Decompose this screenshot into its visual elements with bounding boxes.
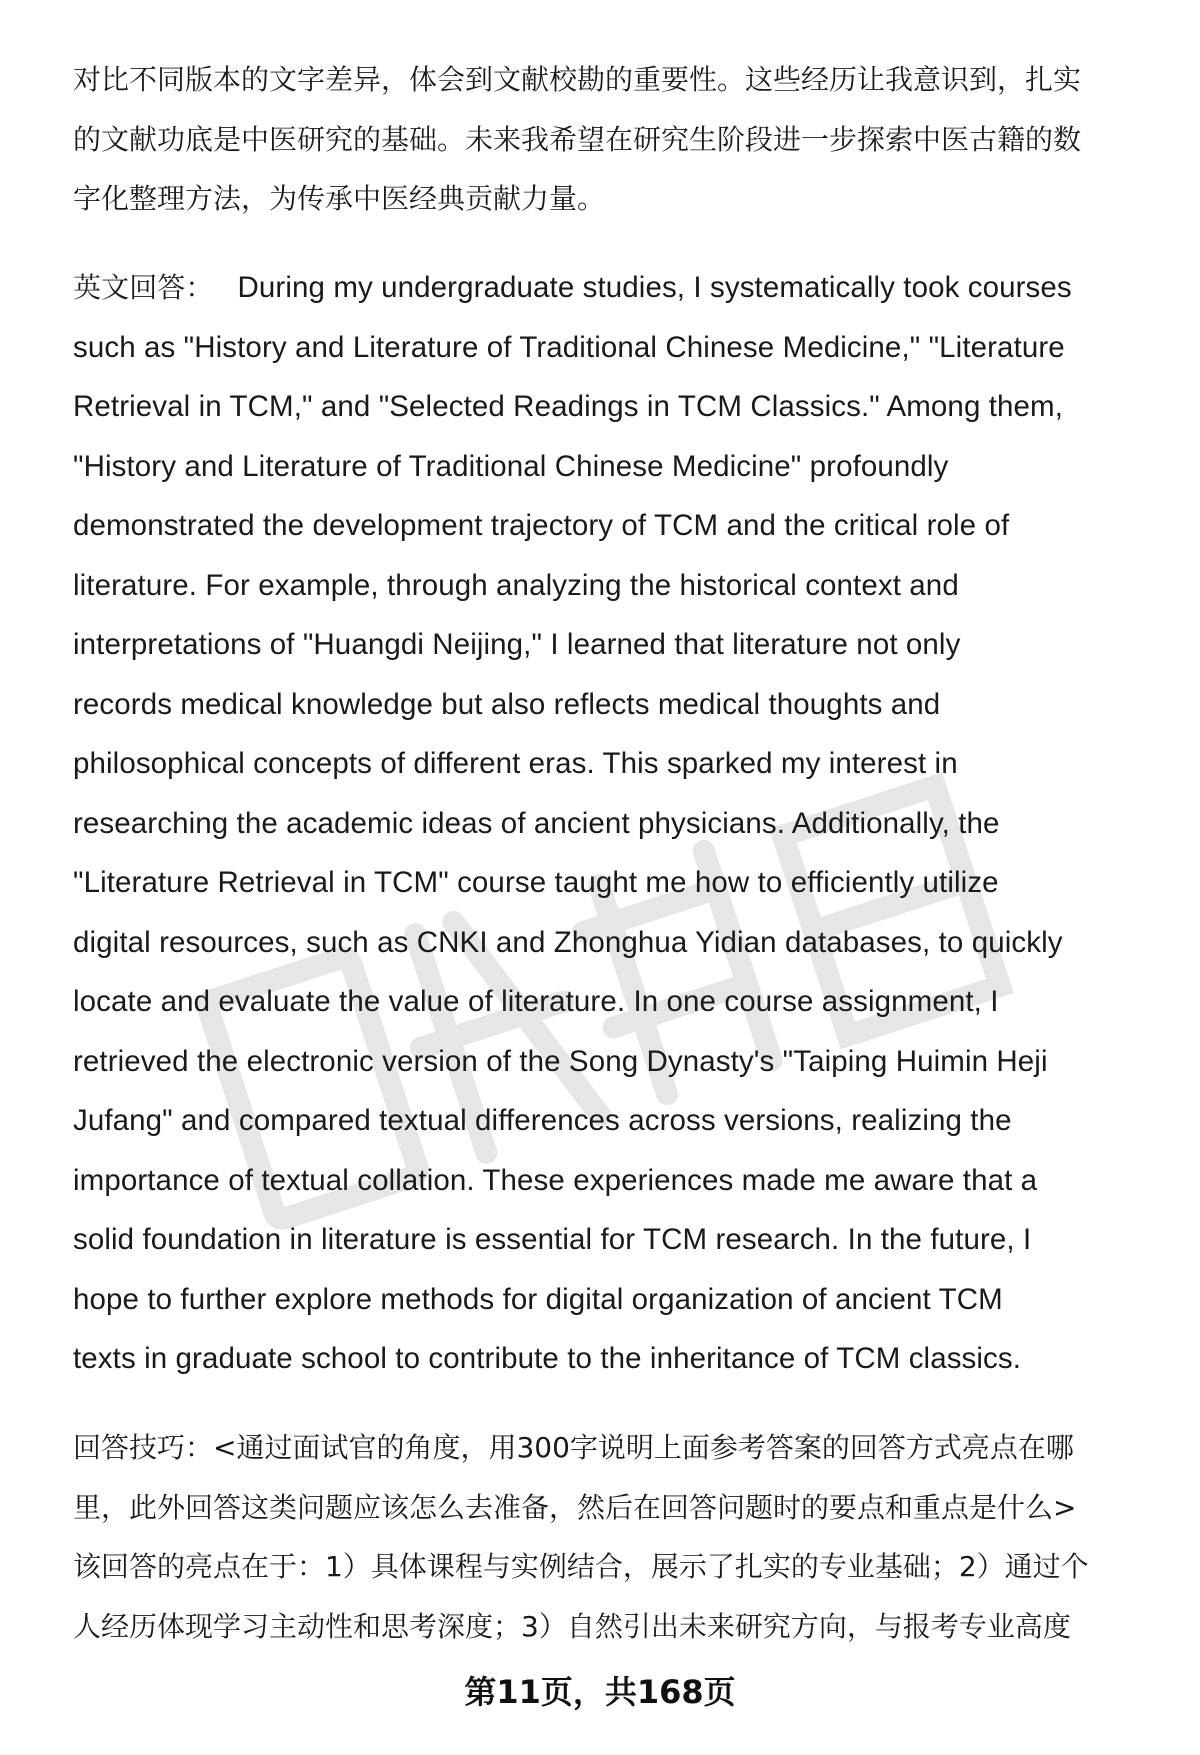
text-line: interpretations of "Huangdi Neijing," I learned that literature not only (73, 628, 961, 661)
text-line: hope to further explore methods for digital organization of ancient TCM (73, 1282, 1003, 1316)
text-line: 对比不同版本的文字差异，体会到文献校勘的重要性。这些经历让我意识到，扎实 (73, 63, 1082, 96)
text-line: philosophical concepts of different eras. This sparked my interest in (73, 747, 958, 780)
text-line: 字化整理方法，为传承中医经典贡献力量。 (73, 182, 606, 215)
english-answer-label: 英文回答： (73, 271, 214, 304)
text-line: records medical knowledge but also reflects medical thoughts and (73, 687, 941, 721)
text-line: 人经历体现学习主动性和思考深度；3）自然引出未来研究方向，与报考专业高度 (73, 1609, 1071, 1643)
text-line: such as "History and Literature of Traditional Chinese Medicine," "Literature (73, 330, 1065, 364)
top-paragraph (73, 50, 1153, 229)
text-line: 的文献功底是中医研究的基础。未来我希望在研究生阶段进一步探索中医古籍的数 (73, 122, 1082, 156)
text-line: importance of textual collation. These experiences made me aware that a (73, 1163, 1038, 1197)
text-segment: During my undergraduate studies, I systematically took courses (237, 271, 1072, 304)
text-line: locate and evaluate the value of literature. In one course assignment, I (73, 985, 999, 1018)
text-line: retrieved the electronic version of the Song Dynasty's "Taiping Huimin Heji (73, 1044, 1048, 1078)
english-answer-paragraph (73, 258, 1153, 1389)
text-line: solid foundation in literature is essential for TCM research. In the future, I (73, 1223, 1032, 1256)
text-line: "History and Literature of Traditional Chinese Medicine" profoundly (73, 449, 949, 483)
text-line: Jufang" and compared textual differences across versions, realizing the (73, 1104, 1012, 1137)
answer-tips-paragraph (73, 1418, 1153, 1656)
text-line: "Literature Retrieval in TCM" course taught me how to efficiently utilize (73, 866, 999, 899)
text-line (73, 258, 1153, 318)
text-line: 回答技巧：<通过面试官的角度，用300字说明上面参考答案的回答方式亮点在哪 (73, 1431, 1074, 1464)
text-line: demonstrated the development trajectory of TCM and the critical role of (73, 509, 1010, 542)
text-line: 该回答的亮点在于：1）具体课程与实例结合，展示了扎实的专业基础；2）通过个 (73, 1550, 1089, 1583)
text-line: literature. For example, through analyzing the historical context and (73, 568, 959, 602)
text-line: digital resources, such as CNKI and Zhonghua Yidian databases, to quickly (73, 925, 1063, 959)
text-line: texts in graduate school to contribute to the inheritance of TCM classics. (73, 1342, 1022, 1375)
text-line: Retrieval in TCM," and "Selected Readings in TCM Classics." Among them, (73, 390, 1064, 423)
text-line: 里，此外回答这类问题应该怎么去准备，然后在回答问题时的要点和重点是什么> (73, 1490, 1077, 1524)
text-line: researching the academic ideas of ancient physicians. Additionally, the (73, 806, 1000, 840)
page-number-footer: 第11页，共168页 (464, 1673, 736, 1711)
